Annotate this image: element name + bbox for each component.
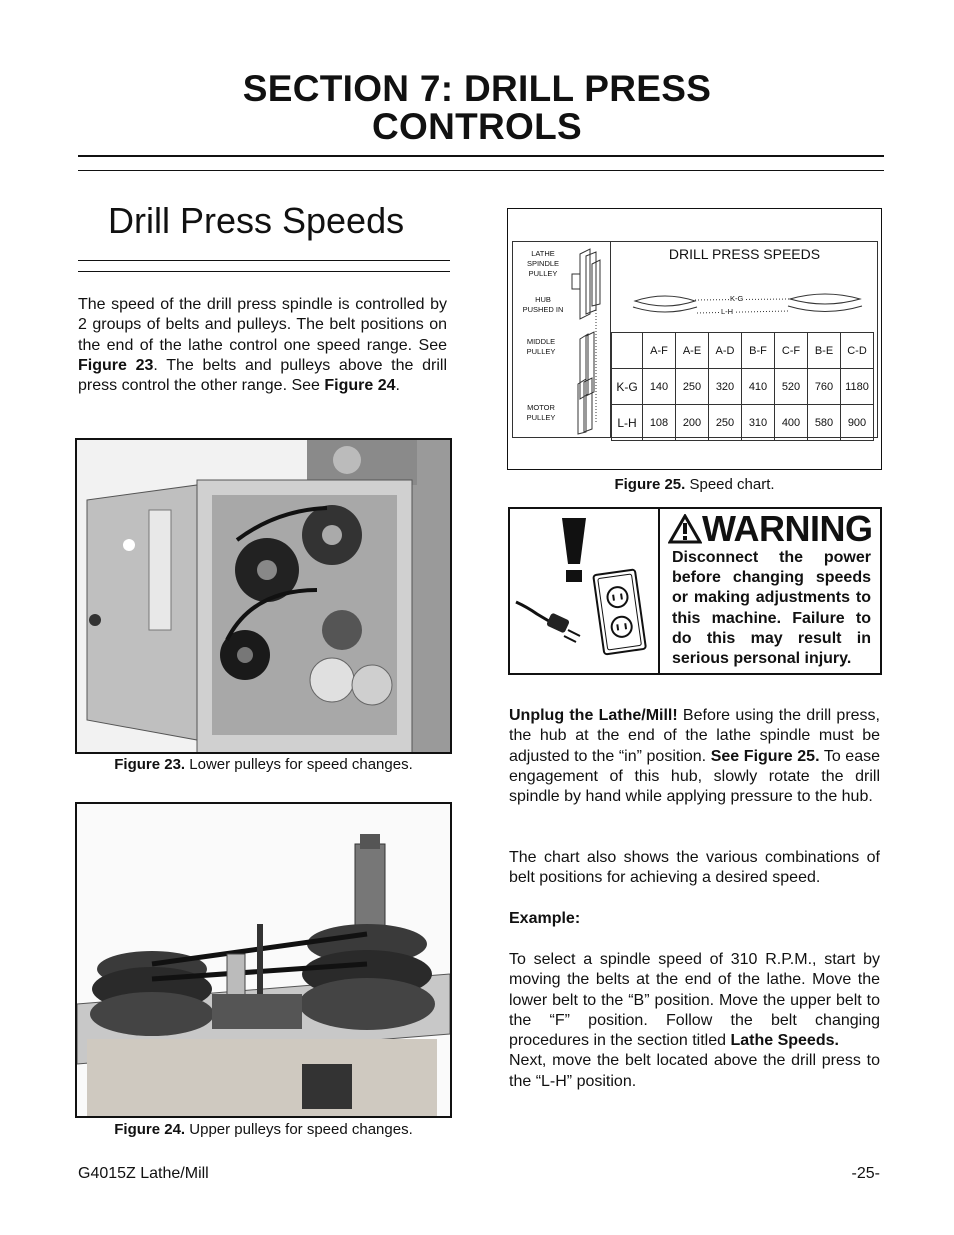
- belt-label-lh: L-H: [721, 307, 734, 316]
- title-rule-thick: [78, 155, 884, 157]
- figure25-caption: [507, 476, 882, 493]
- section-title-line2: CONTROLS: [371, 106, 582, 147]
- table-row: [612, 405, 874, 441]
- table-cell: 520: [775, 369, 808, 405]
- column-header: A-E: [676, 333, 709, 369]
- column-header: C-F: [775, 333, 808, 369]
- table-corner: [612, 333, 643, 369]
- intro-text-1: The speed of the drill press spindle is controlled by 2 groups of belts and pulleys. The belt positions on the end of the lathe control one speed range. See: [78, 296, 447, 354]
- intro-text-2: . The belts and pulleys above the drill press control the other range. See: [78, 356, 447, 395]
- column-header: A-D: [709, 333, 742, 369]
- figure25-text: Speed chart.: [685, 476, 775, 493]
- body-paragraph-3: To select a spindle speed of 310 R.P.M., start by moving the belts at the end of the lathe. Move the lower belt to the “B” position. Move the upper belt to the “F” position. Follow the belt changing procedures in the section titled Lathe Speeds. Next, move the belt located above the drill press to the “L-H” position.: [509, 951, 880, 1090]
- figure23-photo: [75, 438, 452, 754]
- warning-title: WARNING: [702, 508, 873, 549]
- lathe-speeds-ref: Lathe Speeds.: [730, 1032, 839, 1050]
- table-cell: 410: [742, 369, 775, 405]
- heading-rule-bottom: [78, 271, 450, 272]
- lower-pulleys-illustration: [77, 440, 450, 752]
- table-cell: 250: [709, 405, 742, 441]
- table-cell: 900: [841, 405, 874, 441]
- table-cell: 310: [742, 405, 775, 441]
- intro-ref-figure24: Figure 24: [324, 377, 396, 395]
- label-lathe-spindle-pulley: LATHE SPINDLE PULLEY: [526, 249, 560, 278]
- figure23-text: Lower pulleys for speed changes.: [185, 756, 413, 773]
- column-header: B-E: [808, 333, 841, 369]
- figure25-label: Figure 25.: [614, 476, 686, 493]
- heading-rule-top: [78, 260, 450, 261]
- warning-header: [668, 508, 878, 549]
- unplug-heading: Unplug the Lathe/Mill!: [509, 707, 678, 724]
- table-cell: 400: [775, 405, 808, 441]
- page-heading: Drill Press Speeds: [108, 200, 405, 241]
- figure24-label: Figure 24.: [114, 1121, 186, 1138]
- table-cell: 250: [676, 369, 709, 405]
- table-cell: 108: [643, 405, 676, 441]
- column-header: A-F: [643, 333, 676, 369]
- table-cell: 200: [676, 405, 709, 441]
- table-cell: 140: [643, 369, 676, 405]
- column-header: C-D: [841, 333, 874, 369]
- row-header: L-H: [612, 405, 643, 441]
- figure24-caption: [75, 1121, 452, 1138]
- label-hub-pushed-in: HUB PUSHED IN: [522, 295, 564, 314]
- table-cell: 580: [808, 405, 841, 441]
- warning-triangle-icon: [668, 514, 702, 544]
- chart-title: DRILL PRESS SPEEDS: [668, 246, 821, 262]
- plug-outlet-icon: [512, 512, 656, 672]
- figure24-photo: [75, 802, 452, 1118]
- table-cell: 760: [808, 369, 841, 405]
- footer-model: G4015Z Lathe/Mill: [78, 1165, 209, 1182]
- intro-paragraph: [78, 295, 447, 396]
- speed-table: [611, 332, 874, 441]
- intro-ref-figure23: Figure 23: [78, 356, 154, 374]
- figure23-caption: [75, 756, 452, 773]
- warning-divider: [658, 507, 660, 675]
- warning-text: Disconnect the power before changing speeds or making adjustments to this machine. Failure to do this may result in serious personal injury.: [672, 549, 871, 668]
- table-header-row: [612, 333, 874, 369]
- drill-press-belt-diagram: [625, 287, 870, 323]
- row-header: K-G: [612, 369, 643, 405]
- intro-text-3: .: [395, 377, 400, 395]
- section-title-line1: SECTION 7: DRILL PRESS: [242, 68, 712, 109]
- see-figure25-ref: See Figure 25.: [710, 747, 820, 765]
- figure23-label: Figure 23.: [114, 756, 186, 773]
- upper-pulleys-illustration: [77, 804, 450, 1116]
- label-motor-pulley: MOTOR PULLEY: [526, 403, 556, 422]
- label-middle-pulley: MIDDLE PULLEY: [526, 337, 556, 356]
- table-row: [612, 369, 874, 405]
- table-cell: 320: [709, 369, 742, 405]
- example-heading: Example:: [509, 910, 581, 927]
- body-paragraph-2: The chart also shows the various combinations of belt positions for achieving a desired speed.: [509, 849, 880, 887]
- body-paragraph-1: Unplug the Lathe/Mill! Before using the drill press, the hub at the end of the lathe spindle must be adjusted to the “in” position. See Figure 25. To ease engagement of this hub, slowly rotate the drill spindle by hand while applying pressure to the hub.: [509, 707, 880, 806]
- figure24-text: Upper pulleys for speed changes.: [185, 1121, 413, 1138]
- column-header: B-F: [742, 333, 775, 369]
- section-title: [0, 70, 954, 146]
- belt-label-kg: K-G: [730, 294, 744, 303]
- footer-page-number: -25-: [851, 1165, 880, 1182]
- table-cell: 1180: [841, 369, 874, 405]
- title-rule-thin: [78, 170, 884, 171]
